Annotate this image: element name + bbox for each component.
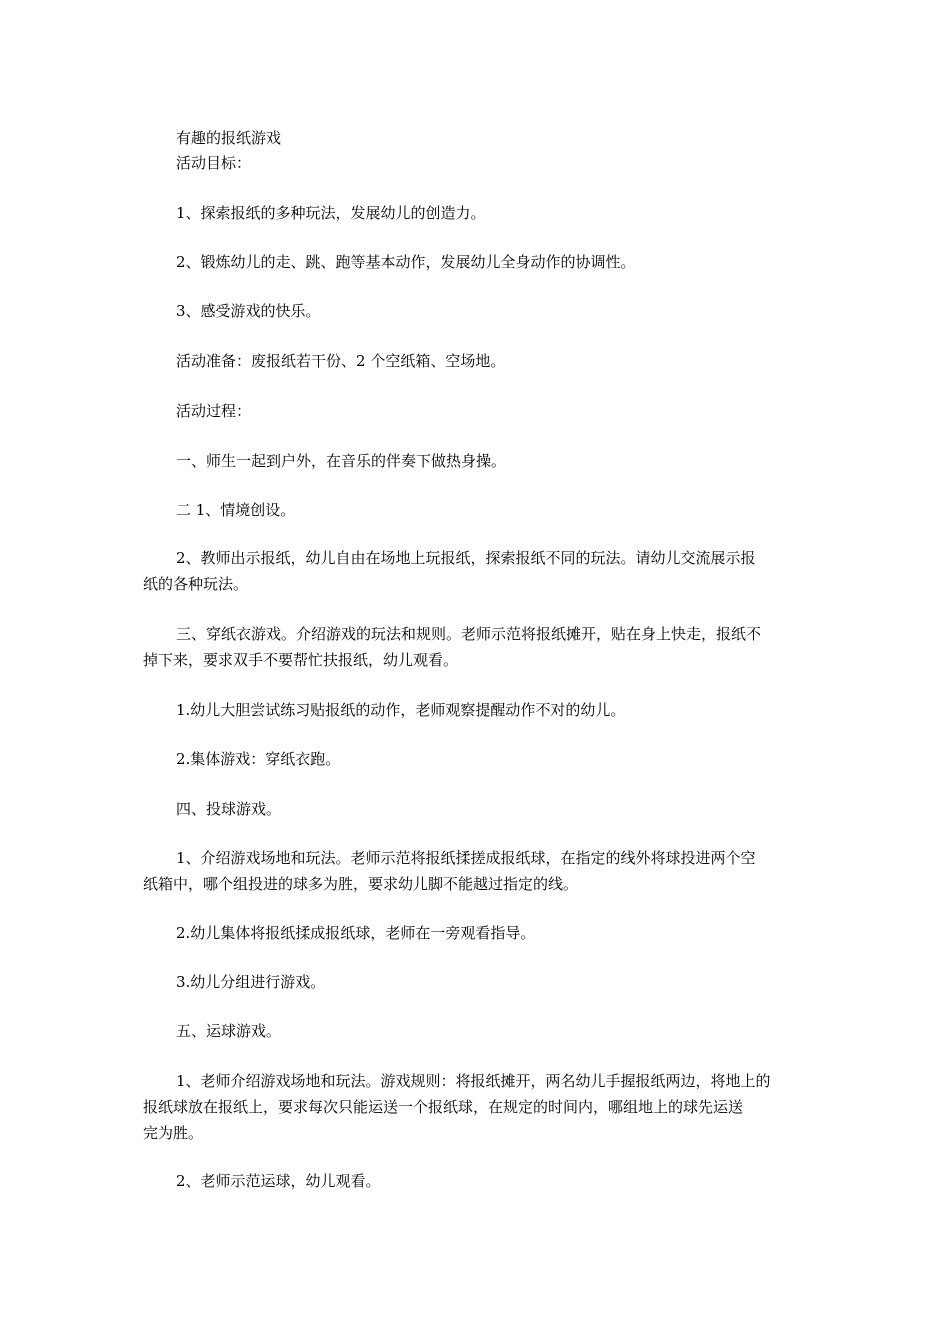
paragraph-line: 报纸球放在报纸上，要求每次只能运送一个报纸球，在规定的时间内，哪组地上的球先运送 <box>143 1098 744 1116</box>
document-title: 有趣的报纸游戏 <box>176 129 282 147</box>
paragraph-scene: 二 1、情境创设。 <box>176 501 296 519</box>
paragraph-line: 完为胜。 <box>143 1124 204 1142</box>
paragraph-paper-clothes <box>143 621 808 673</box>
paragraph-line: 2、教师出示报纸，幼儿自由在场地上玩报纸，探索报纸不同的玩法。请幼儿交流展示报 <box>176 549 756 567</box>
paragraph-line: 纸的各种玩法。 <box>143 575 249 593</box>
paragraph-carry-rules <box>143 1068 808 1146</box>
paragraph-line: 1、介绍游戏场地和玩法。老师示范将报纸揉搓成报纸球，在指定的线外将球投进两个空 <box>176 849 756 867</box>
paragraph-group-run: 2.集体游戏：穿纸衣跑。 <box>176 750 341 768</box>
paragraph-line: 掉下来，要求双手不要帮忙扶报纸，幼儿观看。 <box>143 651 459 669</box>
paragraph-line: 三、穿纸衣游戏。介绍游戏的玩法和规则。老师示范将报纸摊开，贴在身上快走，报纸不 <box>176 625 762 643</box>
paragraph-make-balls: 2.幼儿集体将报纸揉成报纸球，老师在一旁观看指导。 <box>176 924 536 942</box>
preparation-text: 活动准备：废报纸若干份、2 个空纸箱、空场地。 <box>176 352 506 370</box>
paragraph-group-play: 3.幼儿分组进行游戏。 <box>176 973 326 991</box>
paragraph-demo: 2、老师示范运球，幼儿观看。 <box>176 1172 381 1190</box>
goal-item-2: 2、锻炼幼儿的走、跳、跑等基本动作，发展幼儿全身动作的协调性。 <box>176 253 636 271</box>
paragraph-practice: 1.幼儿大胆尝试练习贴报纸的动作，老师观察提醒动作不对的幼儿。 <box>176 701 626 719</box>
goal-item-1: 1、探索报纸的多种玩法，发展幼儿的创造力。 <box>176 204 486 222</box>
paragraph-ball-heading: 四、投球游戏。 <box>176 800 282 818</box>
paragraph-ball-rules <box>143 845 808 897</box>
paragraph-carry-heading: 五、运球游戏。 <box>176 1022 282 1040</box>
paragraph-line: 纸箱中，哪个组投进的球多为胜，要求幼儿脚不能越过指定的线。 <box>143 875 579 893</box>
paragraph-line: 1、老师介绍游戏场地和玩法。游戏规则：将报纸摊开，两名幼儿手握报纸两边，将地上的 <box>176 1072 771 1090</box>
paragraph-warmup: 一、师生一起到户外，在音乐的伴奏下做热身操。 <box>176 452 507 470</box>
goal-item-3: 3、感受游戏的快乐。 <box>176 302 321 320</box>
process-heading: 活动过程： <box>176 402 252 420</box>
goal-heading: 活动目标： <box>176 154 252 172</box>
paragraph-free-play <box>143 545 808 597</box>
